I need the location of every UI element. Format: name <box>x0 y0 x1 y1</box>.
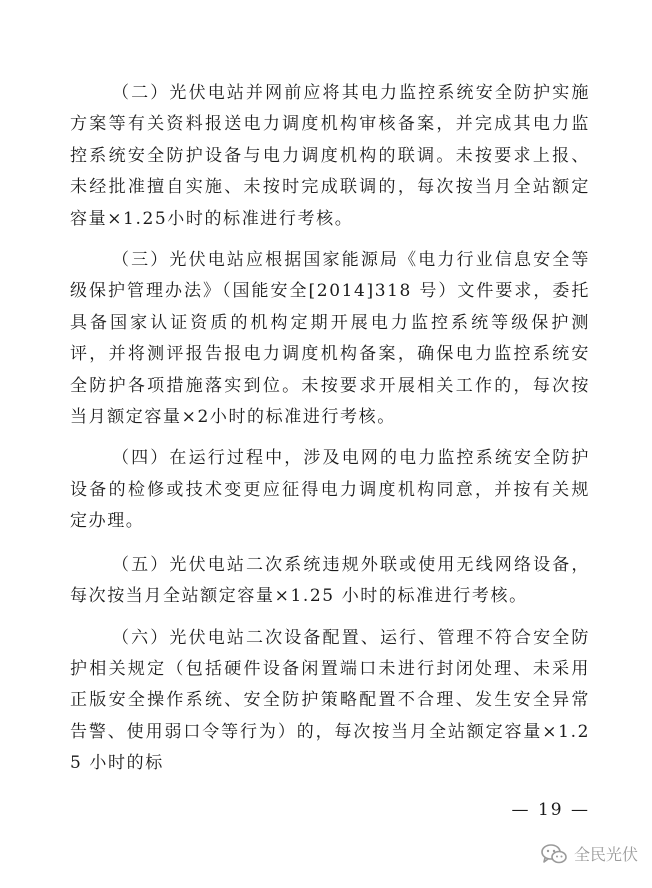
paragraph-3: （三）光伏电站应根据国家能源局《电力行业信息安全等级保护管理办法》（国能安全[2014]318 号）文件要求，委托具备国家认证资质的机构定期开展电力监控系统等级保护测评，并将测评报告报电力调度机构备案，确保电力监控系统安全防护各项措施落实到位。未按要求开展相关工作的，每次按当月额定容量×2小时的标准进行考核。 <box>70 250 590 428</box>
paragraph-6: （六）光伏电站二次设备配置、运行、管理不符合安全防护相关规定（包括硬件设备闲置端口未进行封闭处理、未采用正版安全操作系统、安全防护策略配置不合理、发生安全异常告警、使用弱口令等行为）的，每次按当月全站额定容量×1.25 小时的标 <box>70 627 590 774</box>
document-body <box>70 78 590 790</box>
watermark-text: 全民光伏 <box>573 845 638 864</box>
watermark <box>540 842 638 865</box>
paragraph-5: （五）光伏电站二次系统违规外联或使用无线网络设备，每次按当月全站额定容量×1.25 小时的标准进行考核。 <box>70 554 590 607</box>
paragraph-2: （二）光伏电站并网前应将其电力监控系统安全防护实施方案等有关资料报送电力调度机构审核备案，并完成其电力监控系统安全防护设备与电力调度机构的联调。未按要求上报、未经批准擅自实施、未按时完成联调的，每次按当月全站额定容量×1.25小时的标准进行考核。 <box>70 83 590 229</box>
paragraph-4: （四）在运行过程中，涉及电网的电力监控系统安全防护设备的检修或技术变更应征得电力调度机构同意，并按有关规定办理。 <box>70 448 590 532</box>
page-number: — 19 — <box>511 800 590 820</box>
wechat-icon <box>540 843 568 865</box>
